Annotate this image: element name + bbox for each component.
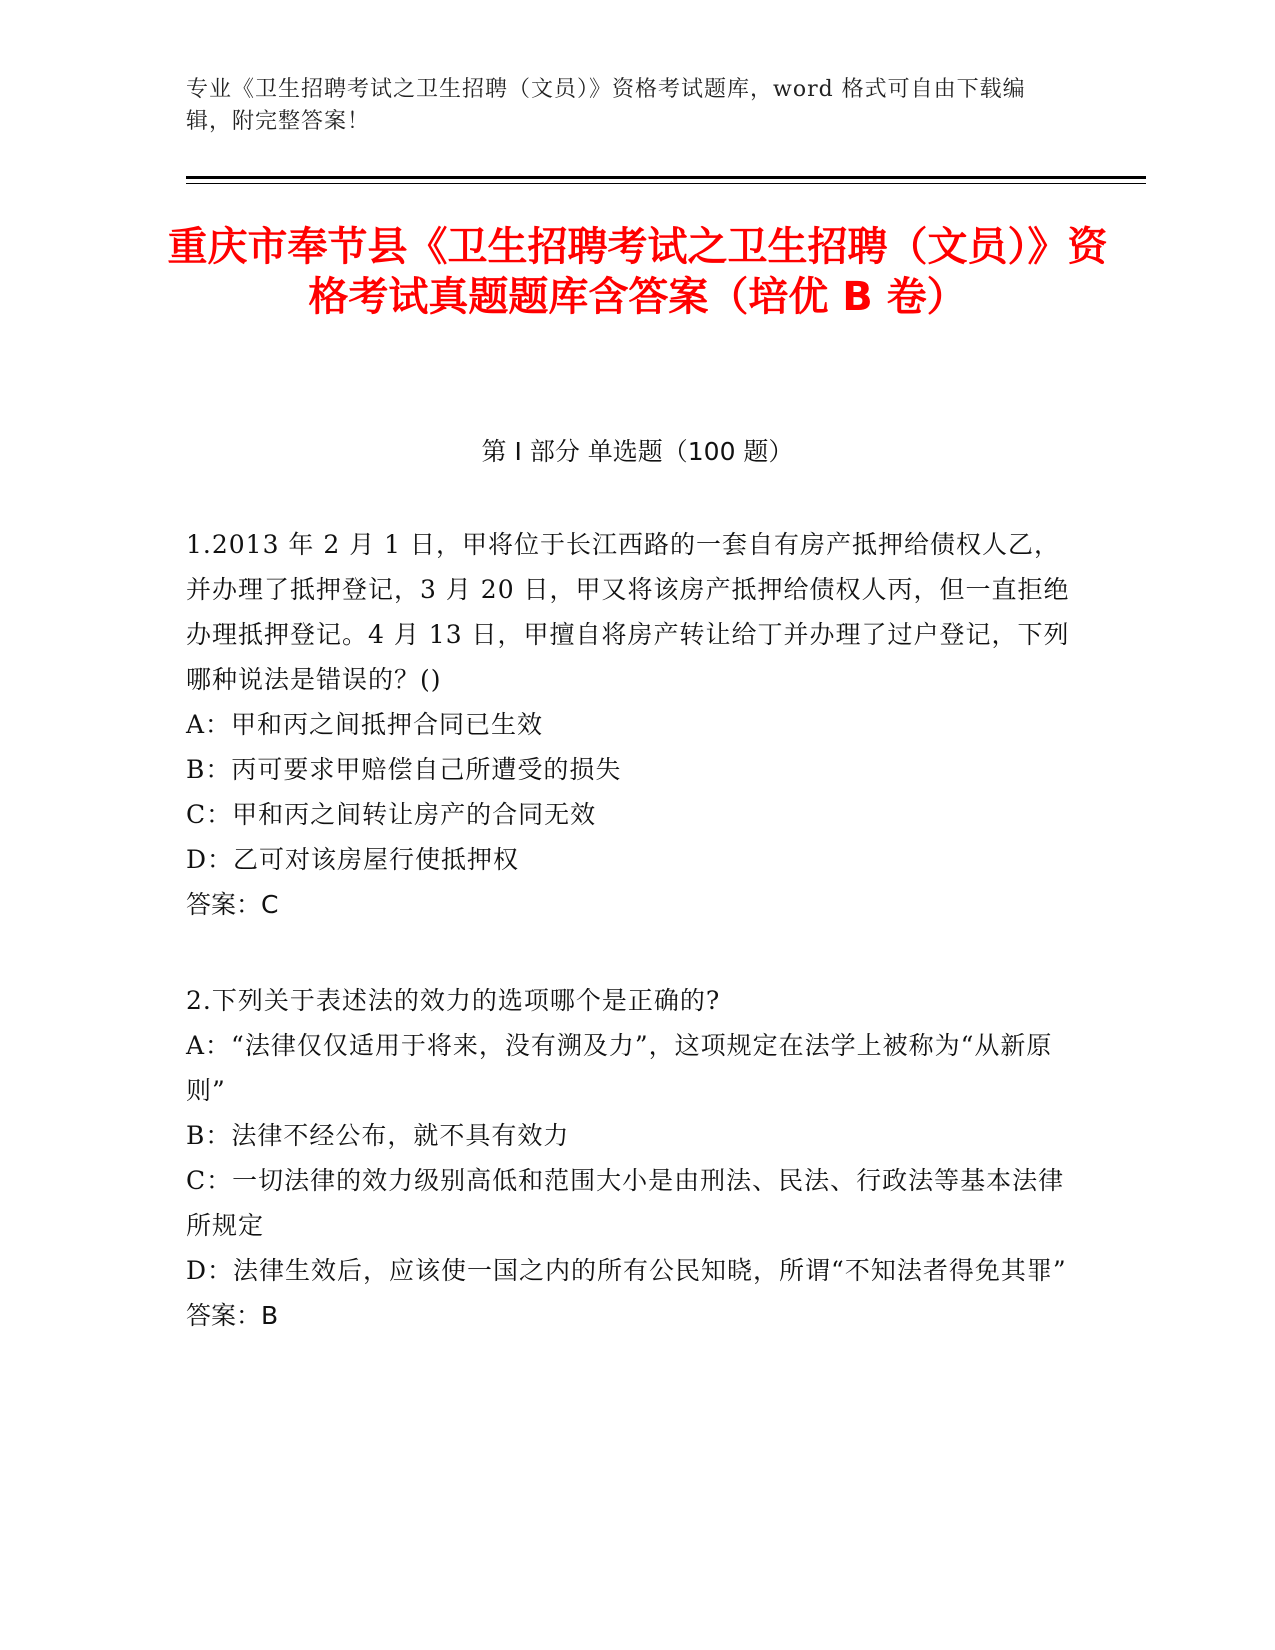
question-2 xyxy=(186,978,1076,1338)
option-a: A：甲和丙之间抵押合同已生效 xyxy=(186,710,544,739)
option-b: B：法律不经公布，就不具有效力 xyxy=(186,1121,570,1150)
answer-line: 答案：B xyxy=(186,1301,279,1330)
header-divider-thin xyxy=(186,183,1146,184)
option-d: D：法律生效后，应该使一国之内的所有公民知晓，所谓“不知法者得免其罪” xyxy=(186,1256,1067,1285)
question-1 xyxy=(186,522,1076,927)
option-c: C：一切法律的效力级别高低和范围大小是由刑法、民法、行政法等基本法律所规定 xyxy=(186,1166,1065,1240)
answer-line: 答案：C xyxy=(186,890,279,919)
document-title: 重庆市奉节县《卫生招聘考试之卫生招聘（文员）》资格考试真题题库含答案（培优 B 卷） xyxy=(167,224,1108,320)
option-c: C：甲和丙之间转让房产的合同无效 xyxy=(186,800,597,829)
section-title: 第 I 部分 单选题（100 题） xyxy=(481,437,794,466)
question-stem: 2.下列关于表述法的效力的选项哪个是正确的? xyxy=(186,986,721,1015)
question-stem: 1.2013 年 2 月 1 日，甲将位于长江西路的一套自有房产抵押给债权人乙，并办理了抵押登记，3 月 20 日，甲又将该房产抵押给债权人丙，但一直拒绝办理抵押登记。4 月 13 日，甲擅自将房产转让给丁并办理了过户登记，下列哪种说法是错误的？() xyxy=(186,530,1070,694)
header-note: 专业《卫生招聘考试之卫生招聘（文员）》资格考试题库，word 格式可自由下载编辑，附完整答案！ xyxy=(186,77,1026,134)
option-a: A：“法律仅仅适用于将来，没有溯及力”，这项规定在法学上被称为“从新原则” xyxy=(186,1031,1053,1105)
header-divider-thick xyxy=(186,176,1146,179)
option-b: B：丙可要求甲赔偿自己所遭受的损失 xyxy=(186,755,622,784)
option-d: D：乙可对该房屋行使抵押权 xyxy=(186,845,520,874)
